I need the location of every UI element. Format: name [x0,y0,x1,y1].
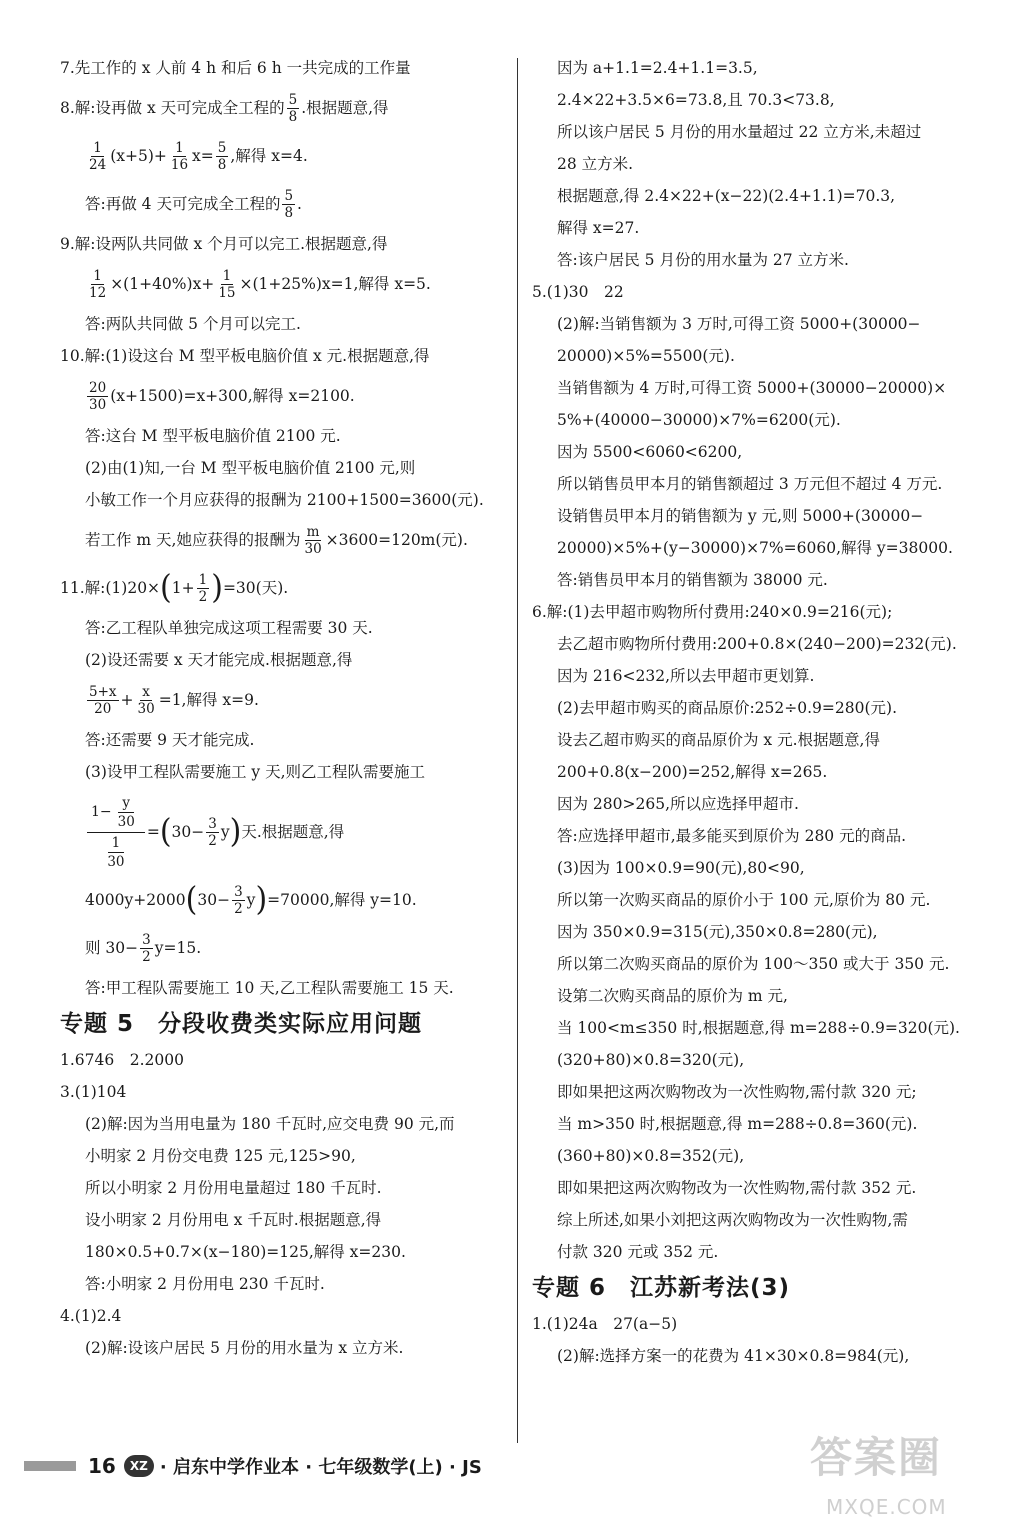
text-line: 1.6746 2.2000 [60,1051,184,1069]
text-line: 设去乙超市购买的商品原价为 x 元.根据题意,得 [557,731,880,749]
fraction-numerator: y [118,794,134,813]
text-line: (2)由(1)知,一台 M 型平板电脑价值 2100 元,则 [85,459,416,477]
fraction [206,816,219,849]
right-column [532,52,982,1372]
text-segment: ×(1+25%)x=1,解得 x=5. [239,275,431,293]
equation-line [60,132,510,180]
text-line [60,564,510,612]
equation-line [60,788,510,876]
fraction-denominator: 30 [304,540,322,557]
text-line: 即如果把这两次购物改为一次性购物,需付款 320 元; [557,1083,917,1101]
fraction [136,684,157,717]
text-segment: + [120,691,134,709]
text-segment: =1,解得 x=9. [158,691,259,709]
text-segment: ,解得 x=4. [230,147,308,165]
fraction [87,140,108,173]
text-line: (2)解:因为当用电量为 180 千瓦时,应交电费 90 元,而 [85,1115,455,1133]
text-segment: 1+ [171,579,195,597]
fraction-denominator: 30 [137,700,155,717]
text-line: 28 立方米. [557,155,634,173]
fraction [232,884,245,917]
right-paren: ) [211,568,223,607]
text-line: 200+0.8(x−200)=252,解得 x=265. [557,763,828,781]
fraction-denominator: 2 [142,948,151,965]
text-segment: 30− [171,823,205,841]
fraction-denominator: 2 [208,832,217,849]
left-paren: ( [159,812,172,851]
fraction [169,140,190,173]
text-line: 20000)×5%=5500(元). [557,347,735,365]
answer-line: 答:乙工程队单独完成这项工程需要 30 天. [85,619,373,637]
text-line: 因为 280>265,所以应选择甲超市. [557,795,799,813]
text-line [60,516,510,564]
left-column [60,52,510,1364]
text-line: (2)设还需要 x 天才能完成.根据题意,得 [85,651,353,669]
text-line: 所以销售员甲本月的销售额超过 3 万元但不超过 4 万元. [557,475,943,493]
text-line: (3)设甲工程队需要施工 y 天,则乙工程队需要施工 [85,763,425,781]
fraction [216,268,237,301]
text-segment: .根据题意,得 [301,99,389,117]
text-line: 小敏工作一个月应获得的报酬为 2100+1500=3600(元). [85,491,484,509]
text-line: 20000)×5%+(y−30000)×7%=6060,解得 y=38000. [557,539,953,557]
watermark [790,1425,990,1533]
fraction-denominator: 30 [117,813,135,830]
answer-line: 答:应选择甲超市,最多能买到原价为 280 元的商品. [557,827,907,845]
fraction-numerator: 3 [234,883,243,900]
text-line: 1.(1)24a 27(a−5) [532,1315,678,1333]
fraction [287,92,300,125]
fraction-denominator: 20 [94,700,112,717]
fraction-denominator [97,833,134,872]
answer-line: 答:该户居民 5 月份的用水量为 27 立方米. [557,251,849,269]
equation-line [60,676,510,724]
equation-line [60,260,510,308]
fraction [216,140,229,173]
right-paren: ) [255,880,268,919]
fraction-denominator: 2 [234,900,243,917]
fraction-numerator: 1 [108,834,125,853]
fraction-numerator: m [306,523,320,540]
watermark-title: 答案圈 [810,1433,943,1482]
text-line: 所以第二次购买商品的原价为 100～350 或大于 350 元. [557,955,950,973]
text-line: 综上所述,如果小刘把这两次购物改为一次性购物,需 [557,1211,908,1229]
text-segment: = [146,823,160,841]
text-line: 180×0.5+0.7×(x−180)=125,解得 x=230. [85,1243,406,1261]
text-segment: (x+5)+ [110,147,167,165]
text-line: 4.(1)2.4 [60,1307,122,1325]
text-segment: =70000,解得 y=10. [267,891,417,909]
text-line: (360+80)×0.8=352(元), [557,1147,745,1165]
section-heading: 专题 6 江苏新考法(3) [532,1275,791,1301]
text-line: (2)解:选择方案一的花费为 41×30×0.8=984(元), [557,1347,910,1365]
text-segment: 若工作 m 天,她应获得的报酬为 [85,531,301,549]
fraction-numerator: 3 [142,931,151,948]
text-segment: 答:再做 4 天可完成全工程的 [85,195,281,213]
fraction [302,524,323,557]
fraction-denominator: 8 [288,108,298,125]
answer-line: 答:小明家 2 月份用电 230 千瓦时. [85,1275,325,1293]
text-line: (3)因为 100×0.9=90(元),80<90, [557,859,805,877]
text-segment: y=15. [154,939,202,957]
text-line: 5.(1)30 22 [532,283,624,301]
text-line: 6.解:(1)去甲超市购物所付费用:240×0.9=216(元); [532,603,893,621]
footer-bar [24,1461,76,1471]
text-line: 设销售员甲本月的销售额为 y 元,则 5000+(30000− [557,507,924,525]
text-line: 9.解:设两队共同做 x 个月可以完工.根据题意,得 [60,235,388,253]
equation-line [60,372,510,420]
text-line: 付款 320 元或 352 元. [557,1243,719,1261]
text-segment: . [297,195,302,213]
text-line: 即如果把这两次购物改为一次性购物,需付款 352 元. [557,1179,917,1197]
equation-line [60,924,510,972]
fraction-numerator: 1 [222,267,232,284]
fraction [114,794,139,831]
text-line: 7.先工作的 x 人前 4 h 和后 6 h 一共完成的工作量 [60,59,411,77]
text-line: 因为 5500<6060<6200, [557,443,743,461]
answer-line: 答:销售员甲本月的销售额为 38000 元. [557,571,828,589]
text-line: 当销售额为 4 万时,可得工资 5000+(30000−20000)× [557,379,947,397]
fraction [103,834,128,871]
publisher-badge: XZ [124,1455,154,1477]
text-line: (320+80)×0.8=320(元), [557,1051,745,1069]
fraction-denominator: 30 [107,853,125,870]
fraction [87,380,108,413]
fraction-numerator: 5 [217,139,227,156]
text-segment: =30(天). [222,579,289,597]
text-line: 设第二次购买商品的原价为 m 元, [557,987,788,1005]
compound-fraction [87,793,145,872]
fraction [140,932,153,965]
text-segment: 1− [91,804,112,820]
fraction-numerator: 5 [288,91,298,108]
text-line: 解得 x=27. [557,219,640,237]
left-paren: ( [160,568,172,607]
fraction-numerator: x [142,683,150,700]
text-line: 5%+(40000−30000)×7%=6200(元). [557,411,841,429]
text-segment: 则 30− [85,939,139,957]
text-line: 所以该户居民 5 月份的用水量超过 22 立方米,未超过 [557,123,922,141]
text-segment: 30− [197,891,231,909]
text-line: 10.解:(1)设这台 M 型平板电脑价值 x 元.根据题意,得 [60,347,430,365]
text-line: 3.(1)104 [60,1083,127,1101]
fraction-denominator: 2 [198,588,208,605]
text-line: 2.4×22+3.5×6=73.8,且 70.3<73.8, [557,91,835,109]
text-line: (2)解:当销售额为 3 万时,可得工资 5000+(30000− [557,315,921,333]
text-segment: ×(1+40%)x+ [110,275,215,293]
fraction-numerator: 5 [284,187,294,204]
answer-line: 答:两队共同做 5 个月可以完工. [85,315,301,333]
text-line: 当 100<m≤350 时,根据题意,得 m=288÷0.9=320(元). [557,1019,960,1037]
page-footer [24,1453,482,1479]
answer-line: 答:还需要 9 天才能完成. [85,731,255,749]
text-segment: ×3600=120m(元). [325,531,468,549]
text-line: 去乙超市购物所付费用:200+0.8×(240−200)=232(元). [557,635,957,653]
fraction [87,684,119,717]
fraction-numerator: 3 [208,815,217,832]
fraction-denominator: 16 [170,156,189,173]
answer-line: 答:甲工程队需要施工 10 天,乙工程队需要施工 15 天. [85,979,454,997]
text-line [60,84,510,132]
fraction [197,572,210,605]
text-segment: y [246,891,256,909]
equation-line [60,876,510,924]
text-segment: (x+1500)=x+300,解得 x=2100. [110,387,355,405]
fraction [87,268,108,301]
text-line: 因为 a+1.1=2.4+1.1=3.5, [557,59,758,77]
text-line: (2)去甲超市购买的商品原价:252÷0.9=280(元). [557,699,897,717]
fraction-denominator: 15 [218,284,236,301]
text-segment: x= [192,147,214,165]
book-title: · 启东中学作业本 · 七年级数学(上) · JS [159,1457,482,1478]
text-line: 设小明家 2 月份用电 x 千瓦时.根据题意,得 [85,1211,382,1229]
page-number: 16 [88,1454,116,1478]
text-segment: 天.根据题意,得 [241,823,345,841]
fraction-denominator: 8 [284,204,294,221]
answer-line: 答:这台 M 型平板电脑价值 2100 元. [85,427,341,445]
fraction-denominator: 12 [89,284,107,301]
text-segment: 4000y+2000 [85,891,186,909]
text-line: 根据题意,得 2.4×22+(x−22)(2.4+1.1)=70.3, [557,187,896,205]
fraction-numerator: 1 [198,571,208,588]
text-segment: 8.解:设再做 x 天可完成全工程的 [60,99,285,117]
column-divider [517,58,518,1443]
text-line: 当 m>350 时,根据题意,得 m=288÷0.8=360(元). [557,1115,918,1133]
text-line: 所以第一次购买商品的原价小于 100 元,原价为 80 元. [557,891,931,909]
section-heading: 专题 5 分段收费类实际应用问题 [60,1011,423,1037]
answer-line [60,180,510,228]
watermark-site: MXQE.COM [826,1495,947,1519]
right-paren: ) [229,812,242,851]
fraction-numerator: 20 [89,379,107,396]
fraction-numerator [87,793,145,833]
text-line: 小明家 2 月份交电费 125 元,125>90, [85,1147,356,1165]
left-paren: ( [185,880,198,919]
text-line: 因为 350×0.9=315(元),350×0.8=280(元), [557,923,878,941]
fraction-denominator: 30 [89,396,107,413]
fraction-numerator: 1 [175,139,184,156]
text-segment: y [220,823,230,841]
text-line: 因为 216<232,所以去甲超市更划算. [557,667,815,685]
fraction-numerator: 1 [93,139,102,156]
fraction-numerator: 5+x [89,683,117,700]
fraction [282,188,295,221]
fraction-denominator: 8 [217,156,227,173]
fraction-numerator: 1 [93,267,102,284]
text-segment: 11.解:(1)20× [60,579,161,597]
text-line: (2)解:设该户居民 5 月份的用水量为 x 立方米. [85,1339,404,1357]
fraction-denominator: 24 [89,156,107,173]
text-line: 所以小明家 2 月份用电量超过 180 千瓦时. [85,1179,382,1197]
